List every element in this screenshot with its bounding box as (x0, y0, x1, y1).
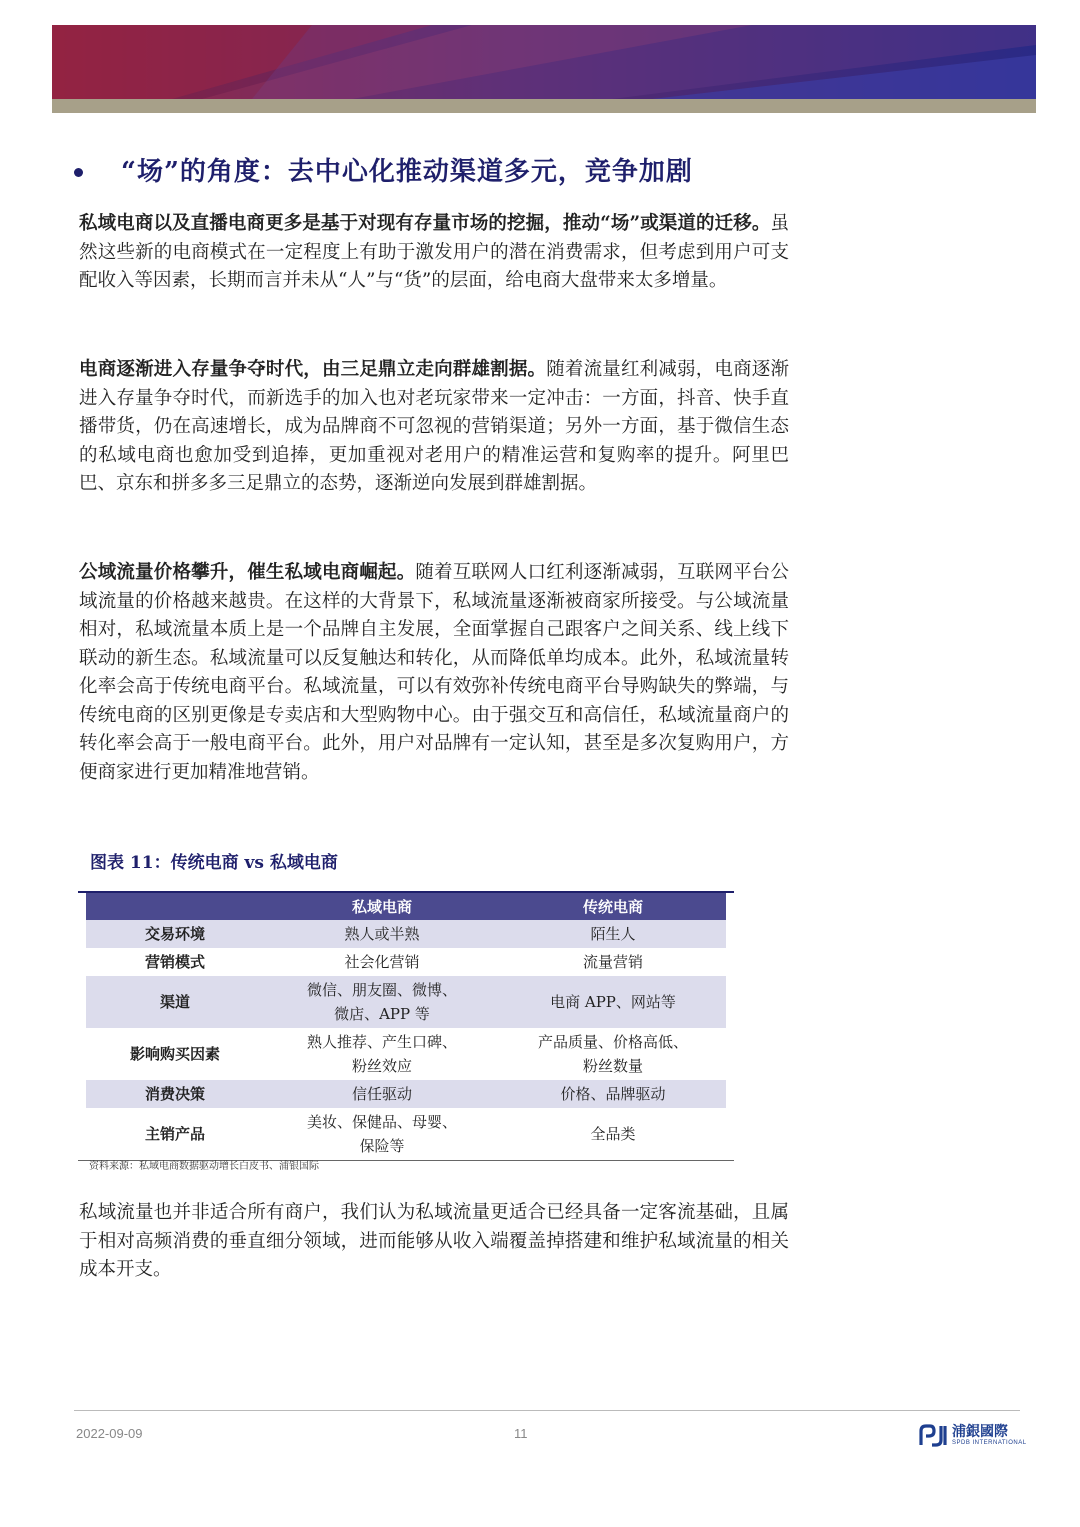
table-cell: 美妆、保健品、母婴、 保险等 (306, 1113, 457, 1155)
row-label: 渠道 (86, 976, 264, 1028)
table (86, 893, 726, 1160)
paragraph-3 (79, 559, 789, 787)
table-cell: 价格、品牌驱动 (500, 1080, 726, 1108)
bullet-icon (74, 168, 83, 177)
paragraph-lead: 私域电商以及直播电商更多是基于对现有存量市场的挖掘，推动“场”或渠道的迁移。 (79, 213, 771, 234)
header-cell: 传统电商 (500, 893, 726, 920)
table-row (86, 948, 726, 976)
header-cell (86, 893, 264, 920)
figure-title: 图表 11：传统电商 vs 私域电商 (90, 853, 338, 873)
banner-graphic (52, 25, 1036, 113)
paragraph-lead: 公域流量价格攀升，催生私域电商崛起。 (79, 562, 416, 583)
table-row (86, 1028, 726, 1080)
footer-divider (74, 1410, 1020, 1411)
table-cell: 陌生人 (500, 920, 726, 948)
table-row (86, 1108, 726, 1160)
table-cell: 社会化营销 (344, 953, 420, 971)
company-logo (918, 1423, 1027, 1447)
table-cell: 流量营销 (582, 953, 643, 971)
row-label: 影响购买因素 (129, 1045, 220, 1063)
logo-english-text: SPDB INTERNATIONAL (952, 1440, 1027, 1446)
footer-date: 2022-09-09 (76, 1426, 143, 1441)
table-cell: 电商 APP、网站等 (500, 976, 726, 1028)
section-heading (74, 151, 693, 188)
table-cell: 微信、朋友圈、微博、 微店、APP 等 (264, 976, 500, 1028)
table-cell: 信任驱动 (264, 1080, 500, 1108)
table-cell: 全品类 (590, 1125, 636, 1143)
spdb-logo-icon (918, 1423, 948, 1447)
heading-text: “场”的角度：去中心化推动渠道多元，竞争加剧 (121, 157, 693, 187)
table-cell: 熟人或半熟 (264, 920, 500, 948)
figure-source: 资料来源：私域电商数据驱动增长白皮书、浦银国际 (89, 1161, 319, 1172)
paragraph-body: 虽然这些新的电商模式在一定程度上有助于激发用户的潜在消费需求，但考虑到用户可支配收入等因素，长期而言并未从“人”与“货”的层面，给电商大盘带来太多增量。 (79, 213, 789, 291)
paragraph-4 (79, 1199, 789, 1285)
logo-chinese-text: 浦銀國際 (952, 1424, 1008, 1440)
header-banner (52, 25, 1036, 113)
page-number: 11 (514, 1426, 528, 1441)
paragraph-1 (79, 210, 789, 296)
table-header-row (86, 893, 726, 920)
paragraph-2 (79, 356, 789, 499)
paragraph-body: 随着流量红利减弱，电商逐渐进入存量争夺时代，而新选手的加入也对老玩家带来一定冲击：一方面，抖音、快手直播带货，仍在高速增长，成为品牌商不可忽视的营销渠道；另外一方面，基于微信生态的私域电商也愈加受到追捧，更加重视对老用户的精准运营和复购率的提升。阿里巴巴、京东和拼多多三足鼎立的态势，逐渐逆向发展到群雄割据。 (79, 359, 789, 494)
header-cell: 私域电商 (264, 893, 500, 920)
row-label: 营销模式 (144, 953, 205, 971)
row-label: 交易环境 (86, 920, 264, 948)
row-label: 主销产品 (144, 1125, 205, 1143)
table-cell: 产品质量、价格高低、 粉丝数量 (537, 1033, 688, 1075)
paragraph-body: 随着互联网人口红利逐渐减弱，互联网平台公域流量的价格越来越贵。在这样的大背景下，私域流量逐渐被商家所接受。与公域流量相对，私域流量本质上是一个品牌自主发展，全面掌握自己跟客户之间关系、线上线下联动的新生态。私域流量可以反复触达和转化，从而降低单均成本。此外，私域流量转化率会高于传统电商平台。私域流量，可以有效弥补传统电商平台导购缺失的弊端，与传统电商的区别更像是专卖店和大型购物中心。由于强交互和高信任，私域流量商户的转化率会高于一般电商平台。此外，用户对品牌有一定认知，甚至是多次复购用户，方便商家进行更加精准地营销。 (79, 562, 789, 783)
paragraph-body: 私域流量也并非适合所有商户，我们认为私域流量更适合已经具备一定客流基础，且属于相对高频消费的垂直细分领域，进而能够从收入端覆盖掉搭建和维护私域流量的相关成本开支。 (79, 1202, 789, 1280)
table-row (86, 920, 726, 948)
table-cell: 熟人推荐、产生口碑、 粉丝效应 (306, 1033, 457, 1075)
table-row (86, 976, 726, 1028)
comparison-table (78, 891, 734, 1161)
row-label: 消费决策 (86, 1080, 264, 1108)
table-row (86, 1080, 726, 1108)
paragraph-lead: 电商逐渐进入存量争夺时代，由三足鼎立走向群雄割据。 (79, 359, 547, 380)
